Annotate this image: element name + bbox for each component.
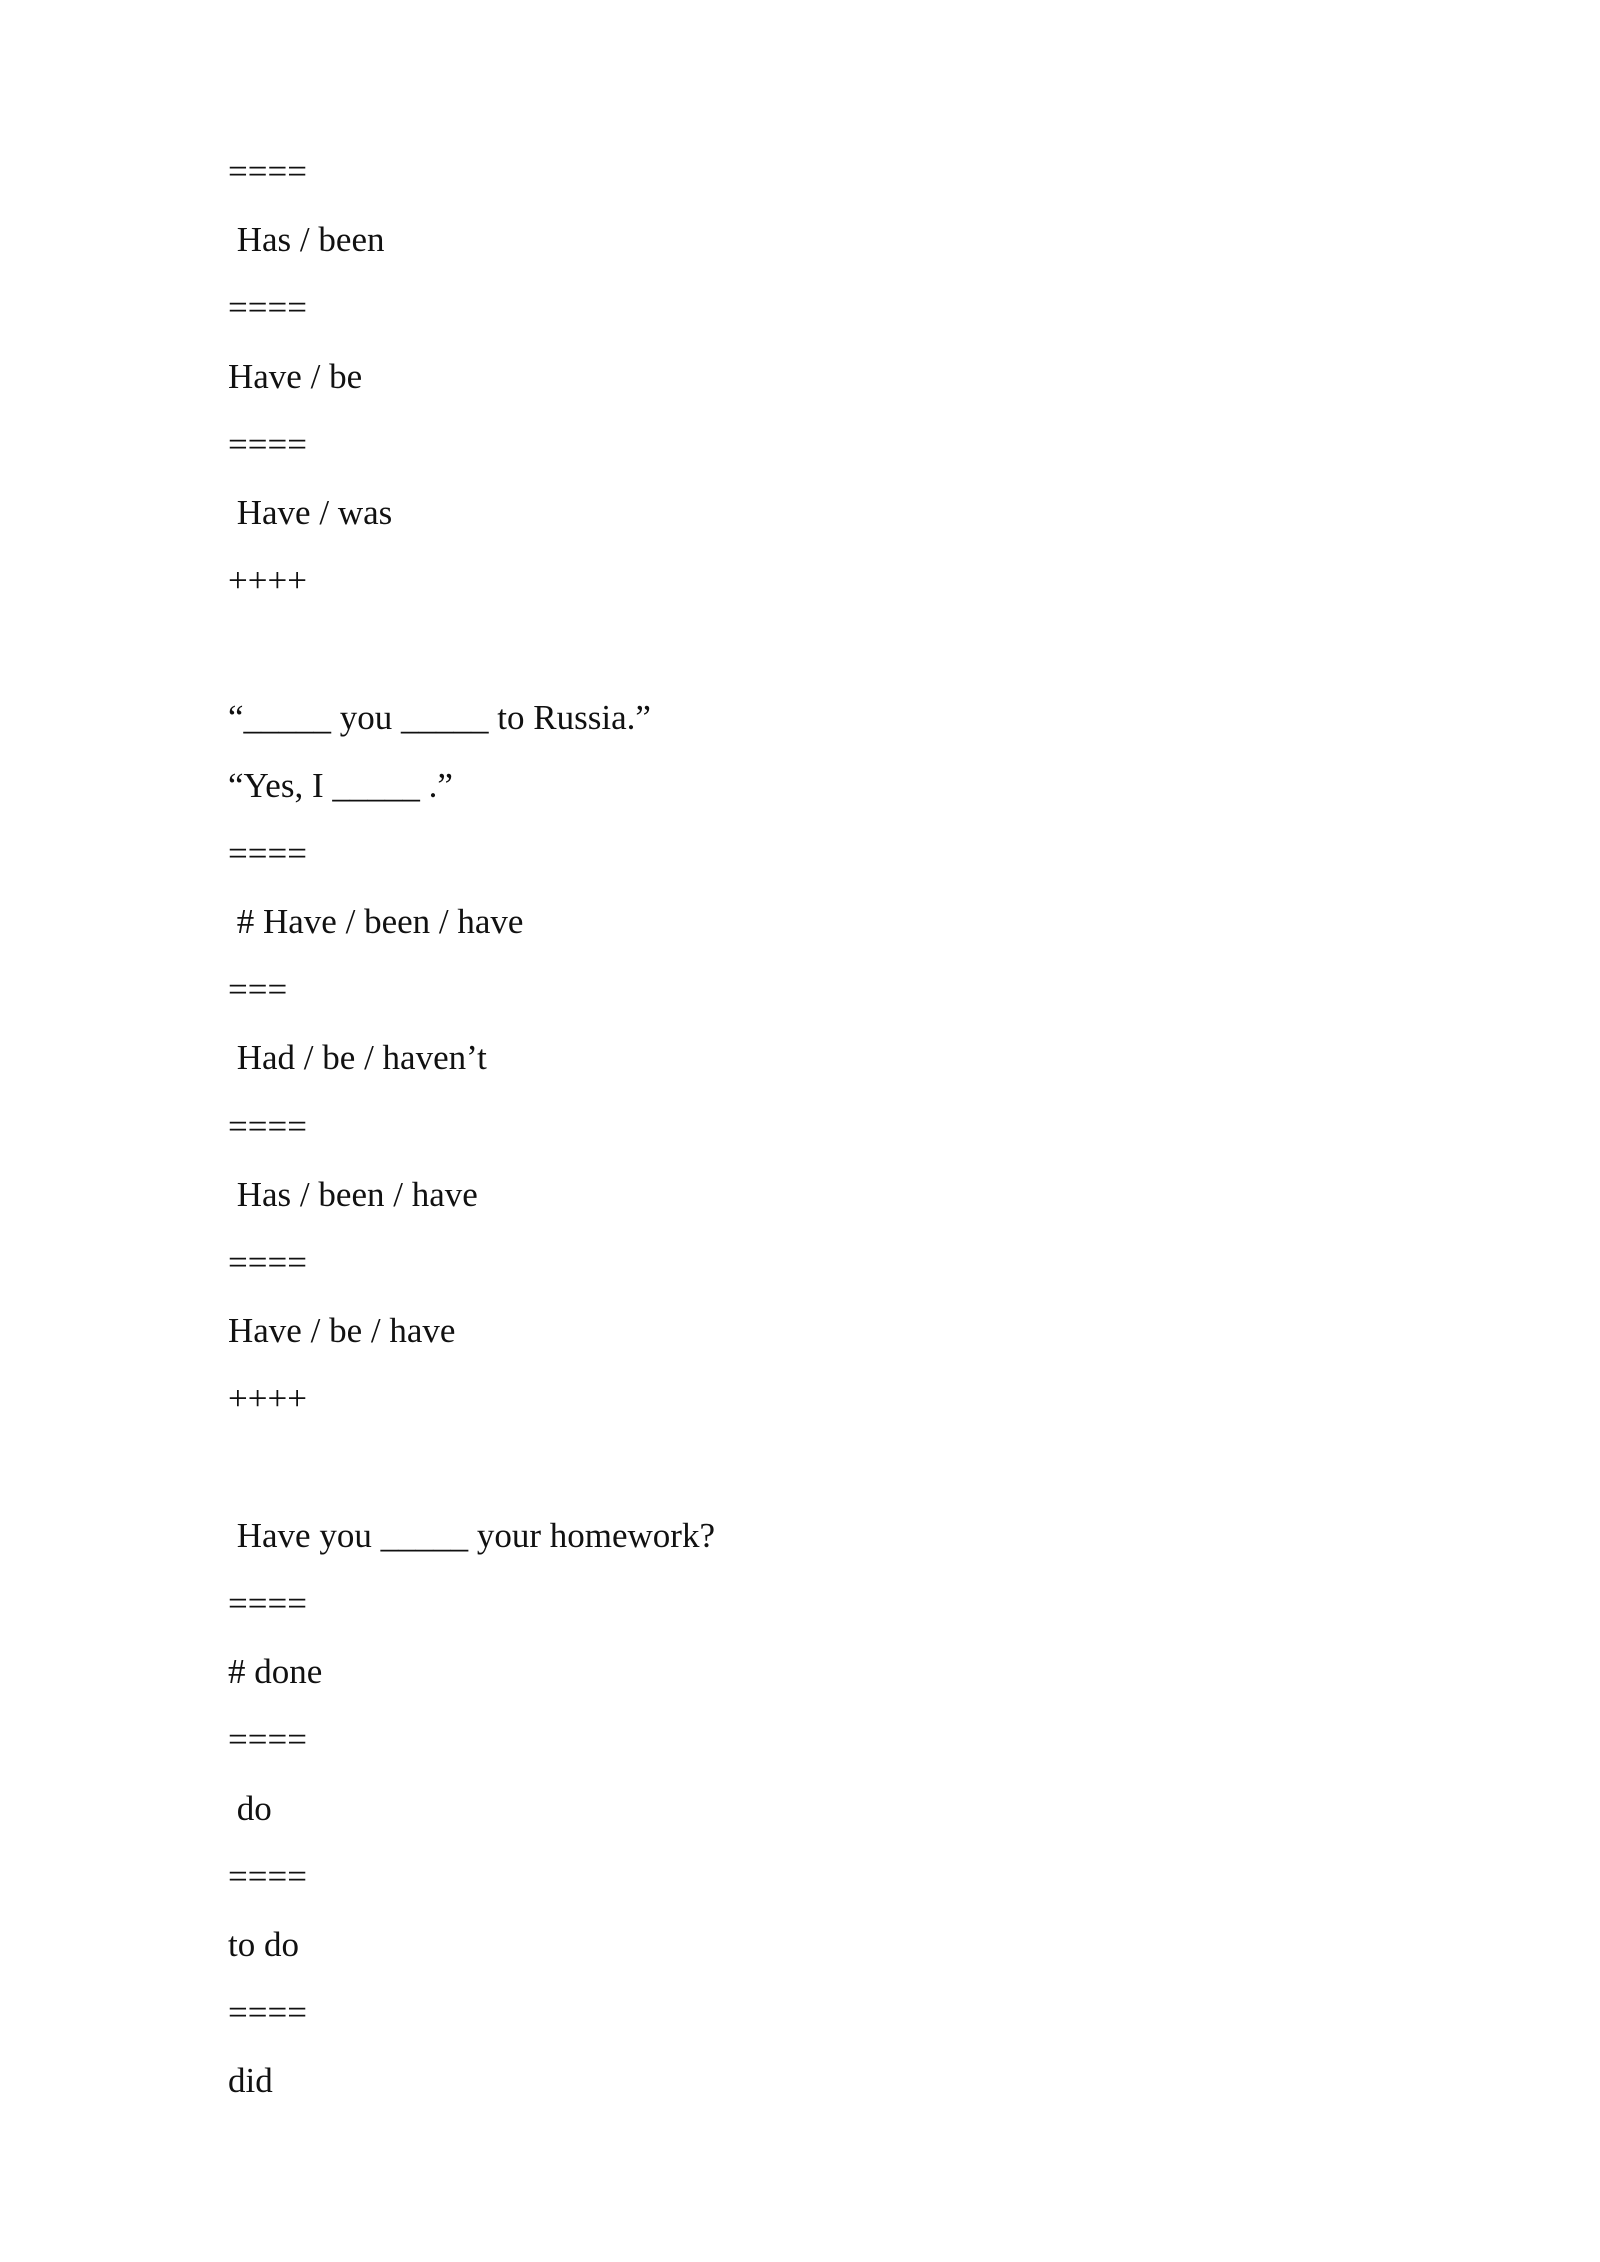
- document-text: [228, 152, 1428, 2129]
- question-text: “Yes, I _____ .”: [228, 765, 453, 805]
- question-text: Have you _____ your homework?: [228, 1515, 715, 1555]
- answer-option: Have / be / have: [228, 1311, 456, 1351]
- answer-option: Have / be: [228, 356, 363, 396]
- separator-line: ====: [228, 152, 307, 191]
- answer-option: Had / be / haven’t: [228, 1038, 487, 1078]
- blank-line: [228, 1448, 1428, 1516]
- separator-line: ====: [228, 288, 307, 328]
- separator-line: ====: [228, 1583, 307, 1623]
- separator-line: ===: [228, 970, 288, 1010]
- question-text: “_____ you _____ to Russia.”: [228, 697, 651, 737]
- separator-line: ====: [228, 833, 307, 873]
- correct-answer-option: # done: [228, 1652, 323, 1692]
- question-end-marker: ++++: [228, 1379, 307, 1419]
- separator-line: ====: [228, 1243, 307, 1282]
- separator-line: ====: [228, 1106, 307, 1146]
- separator-line: ====: [228, 1720, 307, 1760]
- separator-line: ====: [228, 424, 307, 464]
- correct-answer-option: # Have / been / have: [228, 902, 524, 942]
- answer-option: Has / been / have: [228, 1174, 478, 1214]
- separator-line: ====: [228, 1856, 307, 1896]
- answer-option: did: [228, 2061, 273, 2101]
- answer-option: do: [228, 1788, 272, 1828]
- answer-option: Have / was: [228, 492, 393, 532]
- separator-line: ====: [228, 1993, 307, 2033]
- blank-line: [228, 629, 1428, 697]
- answer-option: to do: [228, 1924, 299, 1964]
- question-end-marker: ++++: [228, 561, 307, 601]
- answer-option: Has / been: [228, 220, 385, 260]
